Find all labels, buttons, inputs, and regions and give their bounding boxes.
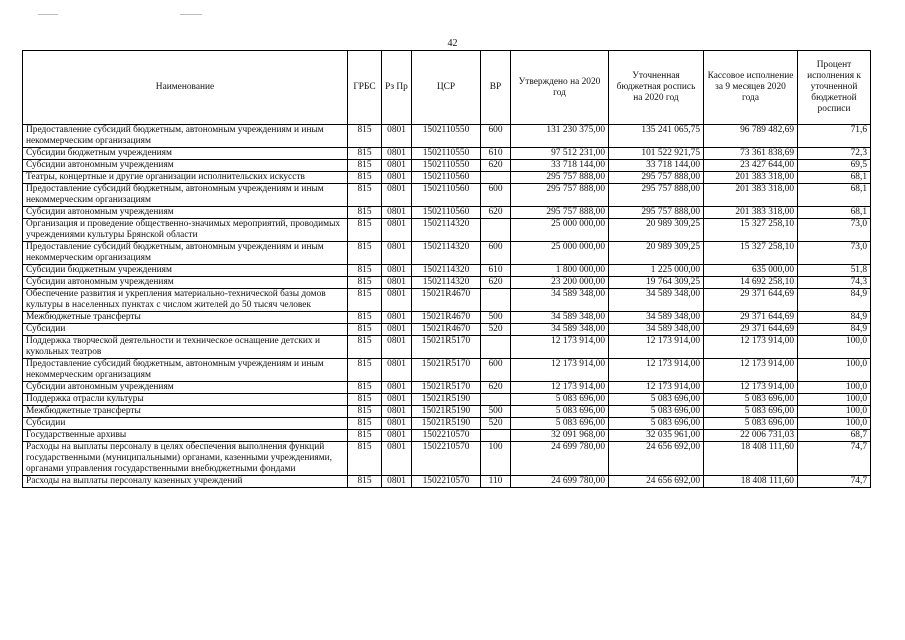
- cell-rz-pr: 0801: [382, 277, 412, 289]
- cell-rz-pr: 0801: [382, 406, 412, 418]
- cell-approved: 295 757 888,00: [511, 207, 609, 219]
- cell-name: Субсидии автономным учреждениям: [23, 160, 348, 172]
- cell-csr: 1502114320: [412, 277, 481, 289]
- cell-grbs: 815: [348, 242, 382, 265]
- cell-vr: [481, 219, 511, 242]
- cell-approved: 25 000 000,00: [511, 242, 609, 265]
- cell-rz-pr: 0801: [382, 418, 412, 430]
- cell-vr: 500: [481, 312, 511, 324]
- cell-grbs: 815: [348, 172, 382, 184]
- cell-name: Предоставление субсидий бюджетным, автономным учреждениям и иным некоммерческим организациям: [23, 184, 348, 207]
- cell-name: Театры, концертные и другие организации исполнительских искусств: [23, 172, 348, 184]
- cell-approved: 34 589 348,00: [511, 312, 609, 324]
- cell-percent: 73,0: [798, 242, 871, 265]
- cell-grbs: 815: [348, 125, 382, 148]
- cell-grbs: 815: [348, 324, 382, 336]
- cell-percent: 100,0: [798, 382, 871, 394]
- cell-vr: [481, 289, 511, 312]
- table-row: [23, 184, 871, 207]
- scan-artifact: [180, 14, 202, 15]
- table-row: [23, 219, 871, 242]
- table-row: [23, 242, 871, 265]
- table-row: [23, 148, 871, 160]
- cell-executed: 201 383 318,00: [704, 184, 798, 207]
- cell-vr: 600: [481, 125, 511, 148]
- cell-approved: 5 083 696,00: [511, 406, 609, 418]
- cell-vr: [481, 172, 511, 184]
- cell-approved: 131 230 375,00: [511, 125, 609, 148]
- cell-percent: 69,5: [798, 160, 871, 172]
- cell-vr: 610: [481, 148, 511, 160]
- cell-approved: 34 589 348,00: [511, 289, 609, 312]
- cell-percent: 100,0: [798, 359, 871, 382]
- cell-approved: 12 173 914,00: [511, 382, 609, 394]
- cell-grbs: 815: [348, 160, 382, 172]
- cell-name: Предоставление субсидий бюджетным, автономным учреждениям и иным некоммерческим организациям: [23, 242, 348, 265]
- cell-refined: 19 764 309,25: [609, 277, 704, 289]
- cell-rz-pr: 0801: [382, 207, 412, 219]
- cell-refined: 32 035 961,00: [609, 430, 704, 442]
- cell-csr: 15021R5190: [412, 418, 481, 430]
- cell-name: Расходы на выплаты персоналу казенных учреждений: [23, 476, 348, 488]
- cell-csr: 1502210570: [412, 430, 481, 442]
- cell-percent: 84,9: [798, 324, 871, 336]
- cell-csr: 15021R5190: [412, 394, 481, 406]
- cell-grbs: 815: [348, 442, 382, 476]
- cell-executed: 201 383 318,00: [704, 207, 798, 219]
- cell-percent: 100,0: [798, 336, 871, 359]
- cell-grbs: 815: [348, 219, 382, 242]
- header-name: Наименование: [23, 51, 348, 125]
- cell-grbs: 815: [348, 476, 382, 488]
- cell-approved: 12 173 914,00: [511, 336, 609, 359]
- cell-rz-pr: 0801: [382, 160, 412, 172]
- cell-name: Обеспечение развития и укрепления материально-технической базы домов культуры в населенных пунктах с числом жителей до 50 тысяч человек: [23, 289, 348, 312]
- cell-refined: 295 757 888,00: [609, 207, 704, 219]
- cell-approved: 32 091 968,00: [511, 430, 609, 442]
- table-row: [23, 324, 871, 336]
- cell-csr: 1502110560: [412, 207, 481, 219]
- cell-grbs: 815: [348, 382, 382, 394]
- cell-executed: 15 327 258,10: [704, 242, 798, 265]
- cell-rz-pr: 0801: [382, 125, 412, 148]
- cell-refined: 24 656 692,00: [609, 442, 704, 476]
- cell-name: Субсидии бюджетным учреждениям: [23, 148, 348, 160]
- table-row: [23, 336, 871, 359]
- cell-name: Организация и проведение общественно-значимых мероприятий, проводимых учреждениями культуры Брянской области: [23, 219, 348, 242]
- cell-executed: 18 408 111,60: [704, 442, 798, 476]
- cell-csr: 1502114320: [412, 219, 481, 242]
- cell-executed: 18 408 111,60: [704, 476, 798, 488]
- cell-refined: 101 522 921,75: [609, 148, 704, 160]
- cell-grbs: 815: [348, 184, 382, 207]
- cell-percent: 84,9: [798, 312, 871, 324]
- cell-refined: 135 241 065,75: [609, 125, 704, 148]
- budget-execution-table: [22, 50, 871, 488]
- cell-grbs: 815: [348, 406, 382, 418]
- page-number: 42: [447, 38, 458, 49]
- table-row: [23, 359, 871, 382]
- cell-vr: 520: [481, 418, 511, 430]
- cell-name: Расходы на выплаты персоналу в целях обеспечения выполнения функций государственными (муниципальными) органами, казенными учреждениями, органами управления государственными внебюджетными фондами: [23, 442, 348, 476]
- cell-rz-pr: 0801: [382, 148, 412, 160]
- cell-refined: 5 083 696,00: [609, 406, 704, 418]
- cell-name: Предоставление субсидий бюджетным, автономным учреждениям и иным некоммерческим организациям: [23, 359, 348, 382]
- cell-percent: 74,7: [798, 442, 871, 476]
- cell-executed: 73 361 838,69: [704, 148, 798, 160]
- cell-vr: 620: [481, 207, 511, 219]
- cell-csr: 15021R4670: [412, 289, 481, 312]
- table-row: [23, 207, 871, 219]
- cell-executed: 15 327 258,10: [704, 219, 798, 242]
- cell-grbs: 815: [348, 265, 382, 277]
- cell-vr: 520: [481, 324, 511, 336]
- cell-refined: 33 718 144,00: [609, 160, 704, 172]
- cell-name: Субсидии автономным учреждениям: [23, 382, 348, 394]
- table-row: [23, 277, 871, 289]
- table-header-row: [23, 51, 871, 125]
- cell-rz-pr: 0801: [382, 184, 412, 207]
- cell-rz-pr: 0801: [382, 265, 412, 277]
- cell-percent: 100,0: [798, 406, 871, 418]
- cell-percent: 84,9: [798, 289, 871, 312]
- header-refined-budget-2020: Уточненная бюджетная роспись на 2020 год: [609, 51, 704, 125]
- cell-executed: 5 083 696,00: [704, 418, 798, 430]
- cell-rz-pr: 0801: [382, 430, 412, 442]
- table-row: [23, 382, 871, 394]
- header-grbs: ГРБС: [348, 51, 382, 125]
- cell-executed: 635 000,00: [704, 265, 798, 277]
- cell-csr: 15021R5170: [412, 382, 481, 394]
- cell-approved: 33 718 144,00: [511, 160, 609, 172]
- table-row: [23, 430, 871, 442]
- cell-rz-pr: 0801: [382, 476, 412, 488]
- cell-rz-pr: 0801: [382, 312, 412, 324]
- cell-percent: 51,8: [798, 265, 871, 277]
- table-row: [23, 406, 871, 418]
- cell-refined: 20 989 309,25: [609, 219, 704, 242]
- table-row: [23, 312, 871, 324]
- table-row: [23, 125, 871, 148]
- cell-approved: 295 757 888,00: [511, 184, 609, 207]
- cell-name: Межбюджетные трансферты: [23, 406, 348, 418]
- header-cash-execution-9-months: Кассовое исполнение за 9 месяцев 2020 года: [704, 51, 798, 125]
- cell-percent: 73,0: [798, 219, 871, 242]
- cell-csr: 1502110550: [412, 148, 481, 160]
- cell-vr: 620: [481, 382, 511, 394]
- cell-rz-pr: 0801: [382, 382, 412, 394]
- cell-csr: 15021R5170: [412, 336, 481, 359]
- cell-csr: 1502110560: [412, 184, 481, 207]
- cell-csr: 15021R4670: [412, 312, 481, 324]
- header-vr: ВР: [481, 51, 511, 125]
- cell-refined: 1 225 000,00: [609, 265, 704, 277]
- cell-grbs: 815: [348, 394, 382, 406]
- table-row: [23, 172, 871, 184]
- cell-approved: 1 800 000,00: [511, 265, 609, 277]
- scan-artifact: [38, 14, 58, 15]
- table-row: [23, 265, 871, 277]
- cell-vr: 620: [481, 160, 511, 172]
- cell-name: Предоставление субсидий бюджетным, автономным учреждениям и иным некоммерческим организациям: [23, 125, 348, 148]
- cell-csr: 1502114320: [412, 242, 481, 265]
- cell-refined: 24 656 692,00: [609, 476, 704, 488]
- cell-executed: 23 427 644,00: [704, 160, 798, 172]
- cell-percent: 100,0: [798, 418, 871, 430]
- cell-percent: 100,0: [798, 394, 871, 406]
- cell-executed: 12 173 914,00: [704, 359, 798, 382]
- cell-csr: 1502210570: [412, 476, 481, 488]
- cell-refined: 295 757 888,00: [609, 184, 704, 207]
- cell-percent: 68,1: [798, 184, 871, 207]
- cell-refined: 34 589 348,00: [609, 324, 704, 336]
- cell-executed: 29 371 644,69: [704, 324, 798, 336]
- cell-rz-pr: 0801: [382, 359, 412, 382]
- cell-name: Субсидии бюджетным учреждениям: [23, 265, 348, 277]
- cell-grbs: 815: [348, 418, 382, 430]
- cell-executed: 5 083 696,00: [704, 394, 798, 406]
- cell-vr: [481, 430, 511, 442]
- header-rz-pr: Рз Пр: [382, 51, 412, 125]
- cell-executed: 29 371 644,69: [704, 312, 798, 324]
- cell-grbs: 815: [348, 336, 382, 359]
- cell-csr: 1502210570: [412, 442, 481, 476]
- cell-approved: 24 699 780,00: [511, 476, 609, 488]
- cell-rz-pr: 0801: [382, 242, 412, 265]
- cell-csr: 1502110550: [412, 160, 481, 172]
- cell-approved: 5 083 696,00: [511, 418, 609, 430]
- cell-rz-pr: 0801: [382, 442, 412, 476]
- cell-approved: 295 757 888,00: [511, 172, 609, 184]
- cell-grbs: 815: [348, 359, 382, 382]
- cell-refined: 12 173 914,00: [609, 336, 704, 359]
- cell-csr: 15021R4670: [412, 324, 481, 336]
- cell-csr: 15021R5190: [412, 406, 481, 418]
- cell-rz-pr: 0801: [382, 394, 412, 406]
- cell-vr: 610: [481, 265, 511, 277]
- cell-refined: 12 173 914,00: [609, 382, 704, 394]
- cell-percent: 68,1: [798, 172, 871, 184]
- cell-csr: 1502110560: [412, 172, 481, 184]
- cell-refined: 20 989 309,25: [609, 242, 704, 265]
- cell-grbs: 815: [348, 312, 382, 324]
- cell-name: Субсидии автономным учреждениям: [23, 277, 348, 289]
- cell-rz-pr: 0801: [382, 289, 412, 312]
- cell-vr: 500: [481, 406, 511, 418]
- cell-percent: 74,7: [798, 476, 871, 488]
- cell-approved: 12 173 914,00: [511, 359, 609, 382]
- cell-approved: 34 589 348,00: [511, 324, 609, 336]
- table-row: [23, 476, 871, 488]
- cell-vr: 600: [481, 242, 511, 265]
- cell-approved: 24 699 780,00: [511, 442, 609, 476]
- cell-percent: 68,7: [798, 430, 871, 442]
- cell-rz-pr: 0801: [382, 219, 412, 242]
- cell-vr: 600: [481, 359, 511, 382]
- table-row: [23, 394, 871, 406]
- cell-name: Субсидии: [23, 418, 348, 430]
- cell-percent: 74,3: [798, 277, 871, 289]
- cell-name: Государственные архивы: [23, 430, 348, 442]
- cell-refined: 5 083 696,00: [609, 394, 704, 406]
- cell-rz-pr: 0801: [382, 324, 412, 336]
- header-csr: ЦСР: [412, 51, 481, 125]
- cell-vr: [481, 394, 511, 406]
- header-execution-percent: Процент исполнения к уточненной бюджетной росписи: [798, 51, 871, 125]
- cell-executed: 14 692 258,10: [704, 277, 798, 289]
- cell-executed: 12 173 914,00: [704, 336, 798, 359]
- cell-name: Поддержка творческой деятельности и техническое оснащение детских и кукольных театров: [23, 336, 348, 359]
- cell-grbs: 815: [348, 207, 382, 219]
- cell-name: Субсидии автономным учреждениям: [23, 207, 348, 219]
- table-row: [23, 160, 871, 172]
- cell-executed: 201 383 318,00: [704, 172, 798, 184]
- cell-approved: 23 200 000,00: [511, 277, 609, 289]
- cell-executed: 22 006 731,03: [704, 430, 798, 442]
- cell-rz-pr: 0801: [382, 336, 412, 359]
- cell-executed: 12 173 914,00: [704, 382, 798, 394]
- cell-csr: 15021R5170: [412, 359, 481, 382]
- cell-approved: 5 083 696,00: [511, 394, 609, 406]
- cell-executed: 96 789 482,69: [704, 125, 798, 148]
- header-approved-2020: Утверждено на 2020 год: [511, 51, 609, 125]
- cell-name: Поддержка отрасли культуры: [23, 394, 348, 406]
- cell-grbs: 815: [348, 430, 382, 442]
- cell-name: Субсидии: [23, 324, 348, 336]
- cell-vr: 600: [481, 184, 511, 207]
- cell-refined: 34 589 348,00: [609, 312, 704, 324]
- cell-refined: 5 083 696,00: [609, 418, 704, 430]
- cell-vr: [481, 336, 511, 359]
- cell-vr: 110: [481, 476, 511, 488]
- cell-approved: 97 512 231,00: [511, 148, 609, 160]
- cell-vr: 620: [481, 277, 511, 289]
- cell-executed: 5 083 696,00: [704, 406, 798, 418]
- table-body: [23, 125, 871, 488]
- cell-percent: 68,1: [798, 207, 871, 219]
- cell-refined: 295 757 888,00: [609, 172, 704, 184]
- cell-csr: 1502114320: [412, 265, 481, 277]
- table-row: [23, 418, 871, 430]
- cell-name: Межбюджетные трансферты: [23, 312, 348, 324]
- cell-vr: 100: [481, 442, 511, 476]
- cell-csr: 1502110550: [412, 125, 481, 148]
- cell-grbs: 815: [348, 148, 382, 160]
- table-row: [23, 442, 871, 476]
- cell-executed: 29 371 644,69: [704, 289, 798, 312]
- cell-grbs: 815: [348, 277, 382, 289]
- cell-approved: 25 000 000,00: [511, 219, 609, 242]
- table-row: [23, 289, 871, 312]
- cell-rz-pr: 0801: [382, 172, 412, 184]
- cell-refined: 34 589 348,00: [609, 289, 704, 312]
- cell-refined: 12 173 914,00: [609, 359, 704, 382]
- cell-percent: 71,6: [798, 125, 871, 148]
- cell-percent: 72,3: [798, 148, 871, 160]
- cell-grbs: 815: [348, 289, 382, 312]
